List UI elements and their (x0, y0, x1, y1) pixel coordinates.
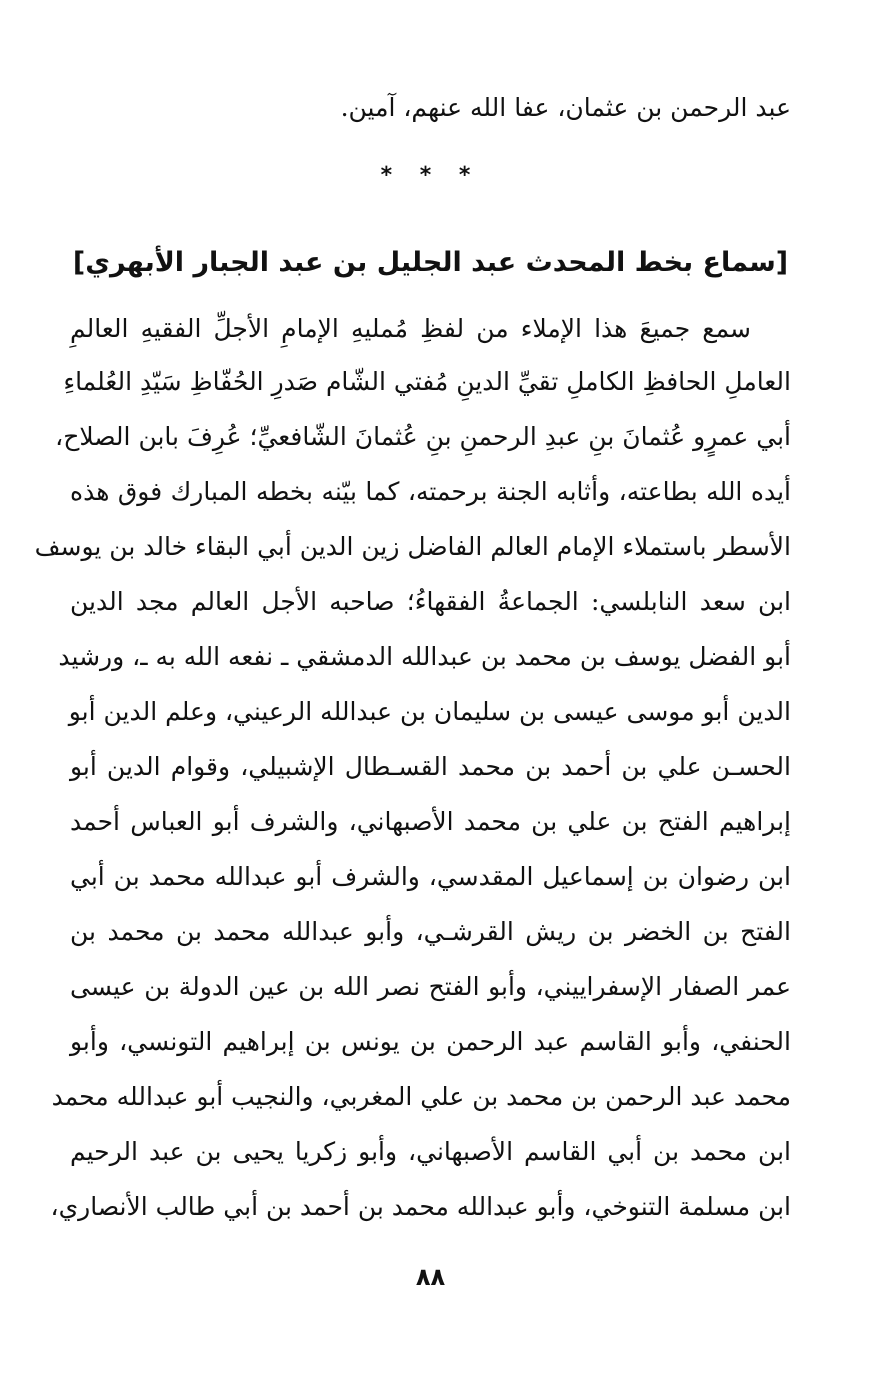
body-line: الحسـن علي بن أحمد بن محمد القسـطال الإشبيلي، وقوام الدين أبو (70, 752, 791, 781)
section-heading: [سماع بخط المحدث عبد الجليل بن عبد الجبار الأبهري] (72, 247, 789, 278)
body-line: العاملِ الحافظِ الكاملِ تقيِّ الدينِ مُفتي الشّام صَدرِ الحُفّاظِ سَيّدِ العُلماءِ (63, 367, 791, 396)
page-number: ٨٨ (415, 1263, 446, 1291)
body-line: أبو الفضل يوسف بن محمد بن عبدالله الدمشقي ـ نفعه الله به ـ، ورشيد (58, 642, 791, 671)
body-line: ابن مسلمة التنوخي، وأبو عبدالله محمد بن أحمد بن أبي طالب الأنصاري، (50, 1192, 791, 1221)
body-line: الأسطر باستملاء الإمام العالم الفاضل زين الدين أبي البقاء خالد بن يوسف (34, 532, 791, 561)
body-line: عمر الصفار الإسفراييني، وأبو الفتح نصر الله بن عين الدولة بن عيسى (70, 972, 791, 1001)
body-line: سمع جميعَ هذا الإملاء من لفظِ مُمليهِ الإمامِ الأجلِّ الفقيهِ العالمِ (70, 314, 751, 343)
body-line: الحنفي، وأبو القاسم عبد الرحمن بن يونس بن إبراهيم التونسي، وأبو (70, 1027, 791, 1056)
body-line: أبي عمرٍو عُثمانَ بنِ عبدِ الرحمنِ بنِ عُثمانَ الشّافعيِّ؛ عُرِفَ بابن الصلاح، (55, 422, 791, 451)
body-line: محمد عبد الرحمن بن محمد بن علي المغربي، والنجيب أبو عبدالله محمد (51, 1082, 791, 1111)
body-line: الدين أبو موسى عيسى بن سليمان بن عبدالله الرعيني، وعلم الدين أبو (68, 697, 791, 726)
body-line: ابن رضوان بن إسماعيل المقدسي، والشرف أبو عبدالله محمد بن أبي (70, 862, 791, 891)
document-page (34, 0, 791, 1388)
body-line: الفتح بن الخضر بن ريش القرشـي، وأبو عبدالله محمد بن محمد بن (70, 917, 791, 946)
opening-line: عبد الرحمن بن عثمان، عفا الله عنهم، آمين. (340, 93, 791, 122)
body-line: إبراهيم الفتح بن علي بن محمد الأصبهاني، والشرف أبو العباس أحمد (70, 807, 791, 836)
section-separator: * * * (380, 163, 481, 188)
body-line: ابن سعد النابلسي: الجماعةُ الفقهاءُ؛ صاحبه الأجل العالم مجد الدين (70, 587, 791, 616)
body-line: ابن محمد بن أبي القاسم الأصبهاني، وأبو زكريا يحيى بن عبد الرحيم (70, 1137, 791, 1166)
body-line: أيده الله بطاعته، وأثابه الجنة برحمته، كما بيّنه بخطه المبارك فوق هذه (70, 477, 791, 506)
